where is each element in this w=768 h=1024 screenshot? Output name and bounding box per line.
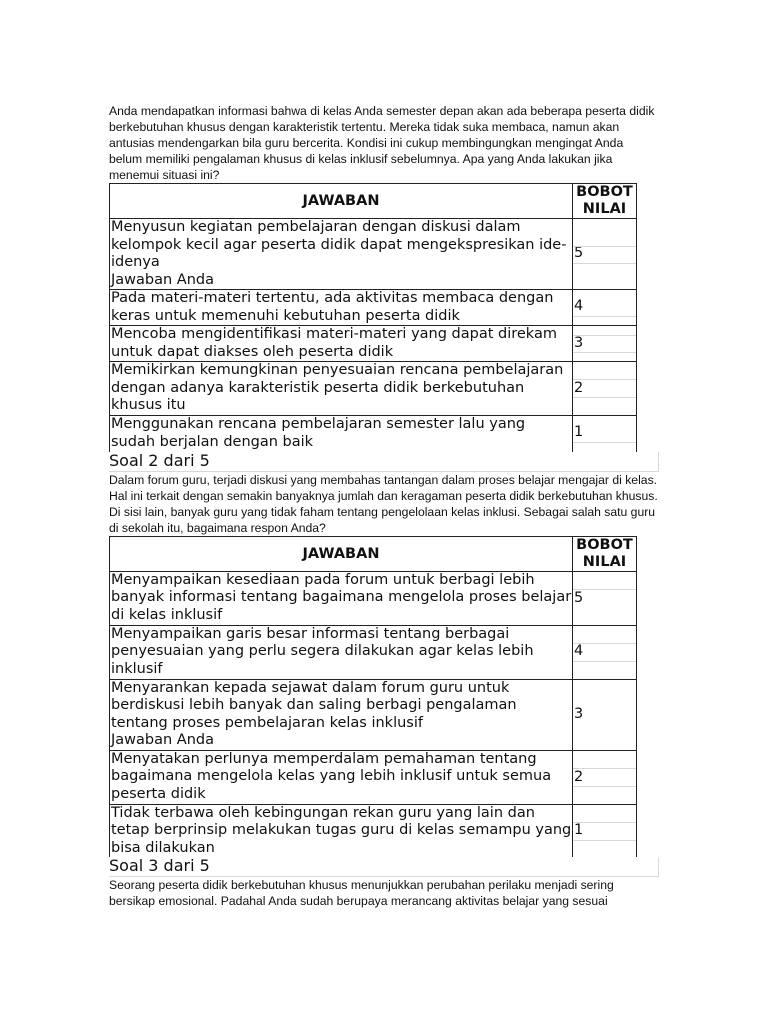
answer-option[interactable]	[110, 416, 573, 452]
answer-text: Pada materi-materi tertentu, ada aktivitas membaca dengan keras untuk memenuhi kebutuhan peserta didik	[111, 290, 554, 324]
answer-text: Memikirkan kemungkinan penyesuaian rencana pembelajaran dengan adanya karakteristik peserta didik berkebutuhan khusus itu	[111, 362, 564, 413]
score-value: 5	[574, 245, 584, 261]
score-value: 4	[574, 298, 584, 314]
answer-option[interactable]	[110, 219, 573, 290]
header-score: BOBOT NILAI	[573, 184, 637, 219]
score-cell	[573, 571, 637, 625]
header-answer: JAWABAN	[110, 184, 573, 219]
score-value: 5	[574, 589, 584, 606]
question-1-text: Anda mendapatkan informasi bahwa di kelas Anda semester depan akan ada beberapa peserta didik berkebutuhan khusus dengan karakteristik tertentu. Mereka tidak suka membaca, namun akan antusias mendengarkan bila guru bercerita. Kondisi ini cukup membingungkan mengingat Anda belum memiliki pengalaman khusus di kelas inklusif sebelumnya. Apa yang Anda lakukan jika menemui situasi ini?	[109, 104, 655, 182]
answer-option[interactable]	[110, 326, 573, 362]
question-3-text: Seorang peserta didik berkebutuhan khusus menunjukkan perubahan perilaku menjadi sering bersikap emosional. Padahal Anda sudah berupaya merancang aktivitas belajar yang sesuai	[109, 878, 614, 908]
answer-text: Tidak terbawa oleh kebingungan rekan guru yang lain dan tetap berprinsip melakukan tugas guru di kelas semampu yang bisa dilakukan	[111, 804, 572, 856]
score-value: 2	[574, 380, 584, 396]
selected-answer-note: Jawaban Anda	[111, 271, 214, 288]
score-cell	[573, 219, 637, 290]
answer-text: Menyusun kegiatan pembelajaran dengan diskusi dalam kelompok kecil agar peserta didik dapat mengekspresikan ide-idenya	[111, 219, 567, 270]
selected-answer-note: Jawaban Anda	[111, 732, 214, 748]
answer-text: Mencoba mengidentifikasi materi-materi yang dapat direkam untuk dapat diakses oleh peserta didik	[111, 326, 557, 360]
score-cell	[573, 679, 637, 750]
question-2-text: Dalam forum guru, terjadi diskusi yang membahas tantangan dalam proses belajar mengajar di kelas. Hal ini terkait dengan semakin banyaknya jumlah dan keragaman peserta didik berkebutuhan khusus. Di sisi lain, banyak guru yang tidak faham tentang pengelolaan kelas inklusi. Sebagai salah satu guru di sekolah itu, bagaimana respon Anda?	[109, 472, 658, 535]
score-value: 3	[574, 335, 584, 351]
answer-text: Menyarankan kepada sejawat dalam forum guru untuk berdiskusi lebih banyak dan saling berbagi pengalaman tentang proses pembelajaran kelas inklusif	[111, 679, 517, 731]
answer-text: Menyampaikan garis besar informasi tentang berbagai penyesuaian yang perlu segera dilakukan agar kelas lebih inklusif	[111, 625, 534, 677]
answer-option[interactable]	[110, 804, 573, 857]
score-cell	[573, 750, 637, 804]
score-cell	[573, 625, 637, 679]
score-value: 2	[574, 768, 584, 785]
score-value: 3	[574, 705, 584, 722]
answer-option[interactable]	[110, 625, 573, 679]
answer-text: Menyatakan perlunya memperdalam pemahaman tentang bagaimana mengelola kelas yang lebih inklusif untuk semua peserta didik	[111, 750, 552, 802]
answer-text: Menyampaikan kesediaan pada forum untuk berbagi lebih banyak informasi tentang bagaimana mengelola proses belajar di kelas inklusif	[111, 571, 572, 623]
score-value: 1	[574, 424, 584, 440]
score-value: 1	[574, 821, 584, 838]
answer-table-1	[109, 183, 637, 452]
answer-option[interactable]	[110, 290, 573, 326]
score-value: 4	[574, 642, 584, 659]
answer-option[interactable]	[110, 571, 573, 625]
answer-option[interactable]	[110, 750, 573, 804]
question-counter: Soal 3 dari 5	[109, 857, 659, 877]
score-cell	[573, 290, 637, 326]
score-cell	[573, 804, 637, 857]
score-cell	[573, 362, 637, 416]
score-cell	[573, 326, 637, 362]
header-score: BOBOT NILAI	[573, 536, 637, 571]
answer-table-2	[109, 536, 637, 858]
document-page	[109, 103, 659, 909]
answer-text: Menggunakan rencana pembelajaran semester lalu yang sudah berjalan dengan baik	[111, 416, 526, 450]
question-counter: Soal 2 dari 5	[109, 452, 659, 472]
score-cell	[573, 416, 637, 452]
answer-option[interactable]	[110, 679, 573, 750]
header-answer: JAWABAN	[110, 536, 573, 571]
answer-option[interactable]	[110, 362, 573, 416]
